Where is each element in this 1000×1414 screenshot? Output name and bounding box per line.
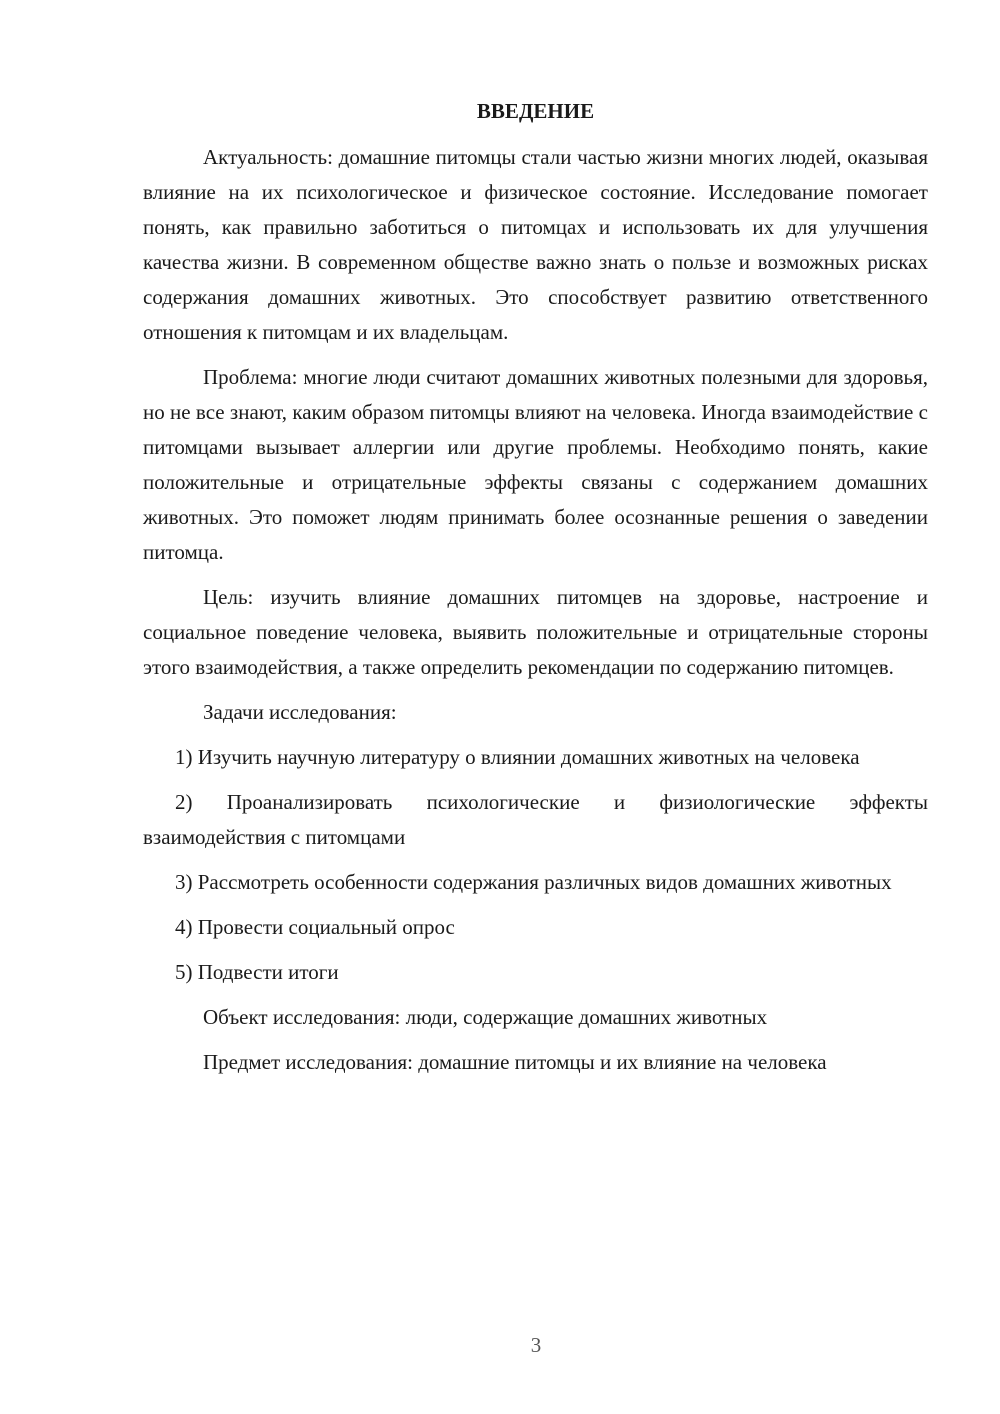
page-title: ВВЕДЕНИЕ (476, 99, 595, 123)
paragraph-subject: Предмет исследования: домашние питомцы и их влияние на человека (203, 1050, 827, 1074)
document-page (143, 96, 928, 1090)
tasks-title: Задачи исследования: (203, 700, 397, 724)
paragraph-object: Объект исследования: люди, содержащие домашних животных (203, 1005, 768, 1029)
paragraph-relevance: Актуальность: домашние питомцы стали частью жизни многих людей, оказывая влияние на их психологическое и физическое состояние. Исследование помогает понять, как правильно заботиться о питомцах и использовать их для улучшения качества жизни. В современном обществе важно знать о пользе и возможных рисках содержания домашних животных. Это способствует развитию ответственного отношения к питомцам и их владельцам. (143, 145, 928, 344)
paragraph-problem: Проблема: многие люди считают домашних животных полезными для здоровья, но не все знают, каким образом питомцы влияют на человека. Иногда взаимодействие с питомцами вызывает аллергии или другие проблемы. Необходимо понять, какие положительные и отрицательные эффекты связаны с содержанием домашних животных. Это поможет людям принимать более осознанные решения о заведении питомца. (143, 365, 928, 564)
list-item-task-4: 4) Провести социальный опрос (175, 915, 455, 939)
paragraph-goal: Цель: изучить влияние домашних питомцев на здоровье, настроение и социальное поведение человека, выявить положительные и отрицательные стороны этого взаимодействия, а также определить рекомендации по содержанию питомцев. (143, 585, 928, 679)
list-item-task-5: 5) Подвести итоги (175, 960, 339, 984)
list-item-task-3: 3) Рассмотреть особенности содержания различных видов домашних животных (175, 870, 892, 894)
list-item-task-1: 1) Изучить научную литературу о влиянии домашних животных на человека (175, 745, 860, 769)
list-item-task-2: 2) Проанализировать психологические и физиологические эффекты взаимодействия с питомцами (143, 790, 928, 849)
page-number: 3 (530, 1333, 542, 1357)
